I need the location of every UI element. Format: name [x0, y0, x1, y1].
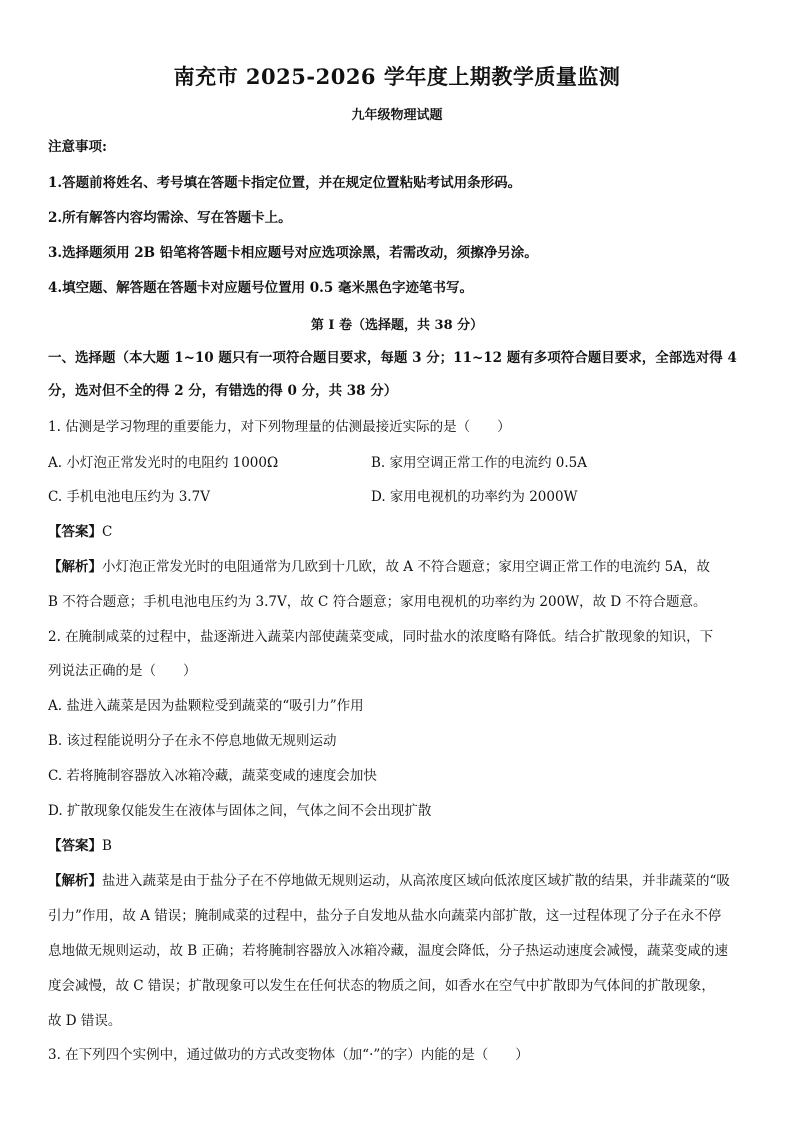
question-1-analysis	[48, 558, 710, 576]
question-3-stem: 3. 在下列四个实例中，通过做功的方式改变物体（加“·”的字）内能的是（ ）	[48, 1047, 529, 1063]
answer-value: B	[102, 838, 112, 854]
question-1-analysis-line: B 不符合题意；手机电池电压约为 3.7V，故 C 符合题意；家用电视机的功率约为 200W，故 D 不符合题意。	[48, 594, 707, 610]
notice-heading: 注意事项:	[48, 139, 107, 155]
question-1-option-b: B. 家用空调正常工作的电流约 0.5A	[371, 455, 588, 471]
question-2-analysis-line: 故 D 错误。	[48, 1013, 122, 1029]
answer-value: C	[102, 524, 113, 540]
question-1-stem: 1. 估测是学习物理的重要能力，对下列物理量的估测最接近实际的是（ ）	[48, 419, 511, 435]
answer-label: 【答案】	[48, 524, 102, 540]
question-1-answer	[48, 523, 112, 541]
section-instructions: 分，选对但不全的得 2 分，有错选的得 0 分，共 38 分）	[48, 383, 398, 399]
question-2-option-a: A. 盐进入蔬菜是因为盐颗粒受到蔬菜的“吸引力”作用	[48, 698, 364, 714]
section-instructions: 一、选择题（本大题 1~10 题只有一项符合题目要求，每题 3 分；11~12 题有多项符合题目要求，全部选对得 4	[48, 350, 737, 366]
analysis-label: 【解析】	[48, 873, 102, 889]
question-1-option-c: C. 手机电池电压约为 3.7V	[48, 489, 210, 505]
question-2-stem-line: 列说法正确的是（ ）	[48, 663, 197, 679]
question-2-stem: 2. 在腌制咸菜的过程中，盐逐渐进入蔬菜内部使蔬菜变咸，同时盐水的浓度略有降低。结合扩散现象的知识，下	[48, 629, 714, 645]
question-2-option-d: D. 扩散现象仅能发生在液体与固体之间，气体之间不会出现扩散	[48, 803, 432, 819]
question-1-option-d: D. 家用电视机的功率约为 2000W	[371, 489, 578, 505]
analysis-text: 盐进入蔬菜是由于盐分子在不停地做无规则运动，从高浓度区域向低浓度区域扩散的结果，并非蔬菜的“吸	[102, 873, 730, 889]
notice-item: 4.填空题、解答题在答题卡对应题号位置用 0.5 毫米黑色字迹笔书写。	[48, 280, 473, 296]
question-2-analysis	[48, 872, 730, 890]
question-2-analysis-line: 息地做无规则运动，故 B 正确；若将腌制容器放入冰箱冷藏，温度会降低，分子热运动速度会减慢，蔬菜变咸的速	[48, 943, 729, 959]
section-title: 第 I 卷（选择题，共 38 分）	[310, 318, 484, 333]
question-2-option-b: B. 该过程能说明分子在永不停息地做无规则运动	[48, 733, 337, 749]
page-title: 南充市 2025-2026 学年度上期教学质量监测	[173, 64, 621, 89]
analysis-label: 【解析】	[48, 559, 102, 575]
question-2-answer	[48, 837, 112, 855]
notice-item: 1.答题前将姓名、考号填在答题卡指定位置，并在规定位置粘贴考试用条形码。	[48, 175, 522, 191]
analysis-text: 小灯泡正常发光时的电阻通常为几欧到十几欧，故 A 不符合题意；家用空调正常工作的电流约 5A，故	[102, 559, 710, 575]
question-1-option-a: A. 小灯泡正常发光时的电阻约 1000Ω	[48, 455, 279, 471]
notice-item: 3.选择题须用 2B 铅笔将答题卡相应题号对应选项涂黑，若需改动，须擦净另涂。	[48, 245, 538, 261]
question-2-option-c: C. 若将腌制容器放入冰箱冷藏，蔬菜变咸的速度会加快	[48, 768, 377, 784]
page-subtitle: 九年级物理试题	[351, 108, 443, 123]
notice-item: 2.所有解答内容均需涂、写在答题卡上。	[48, 210, 292, 226]
question-2-analysis-line: 度会减慢，故 C 错误；扩散现象可以发生在任何状态的物质之间，如香水在空气中扩散即为气体间的扩散现象，	[48, 978, 715, 994]
answer-label: 【答案】	[48, 838, 102, 854]
question-2-analysis-line: 引力”作用，故 A 错误；腌制咸菜的过程中，盐分子自发地从盐水向蔬菜内部扩散，这一过程体现了分子在永不停	[48, 908, 722, 924]
